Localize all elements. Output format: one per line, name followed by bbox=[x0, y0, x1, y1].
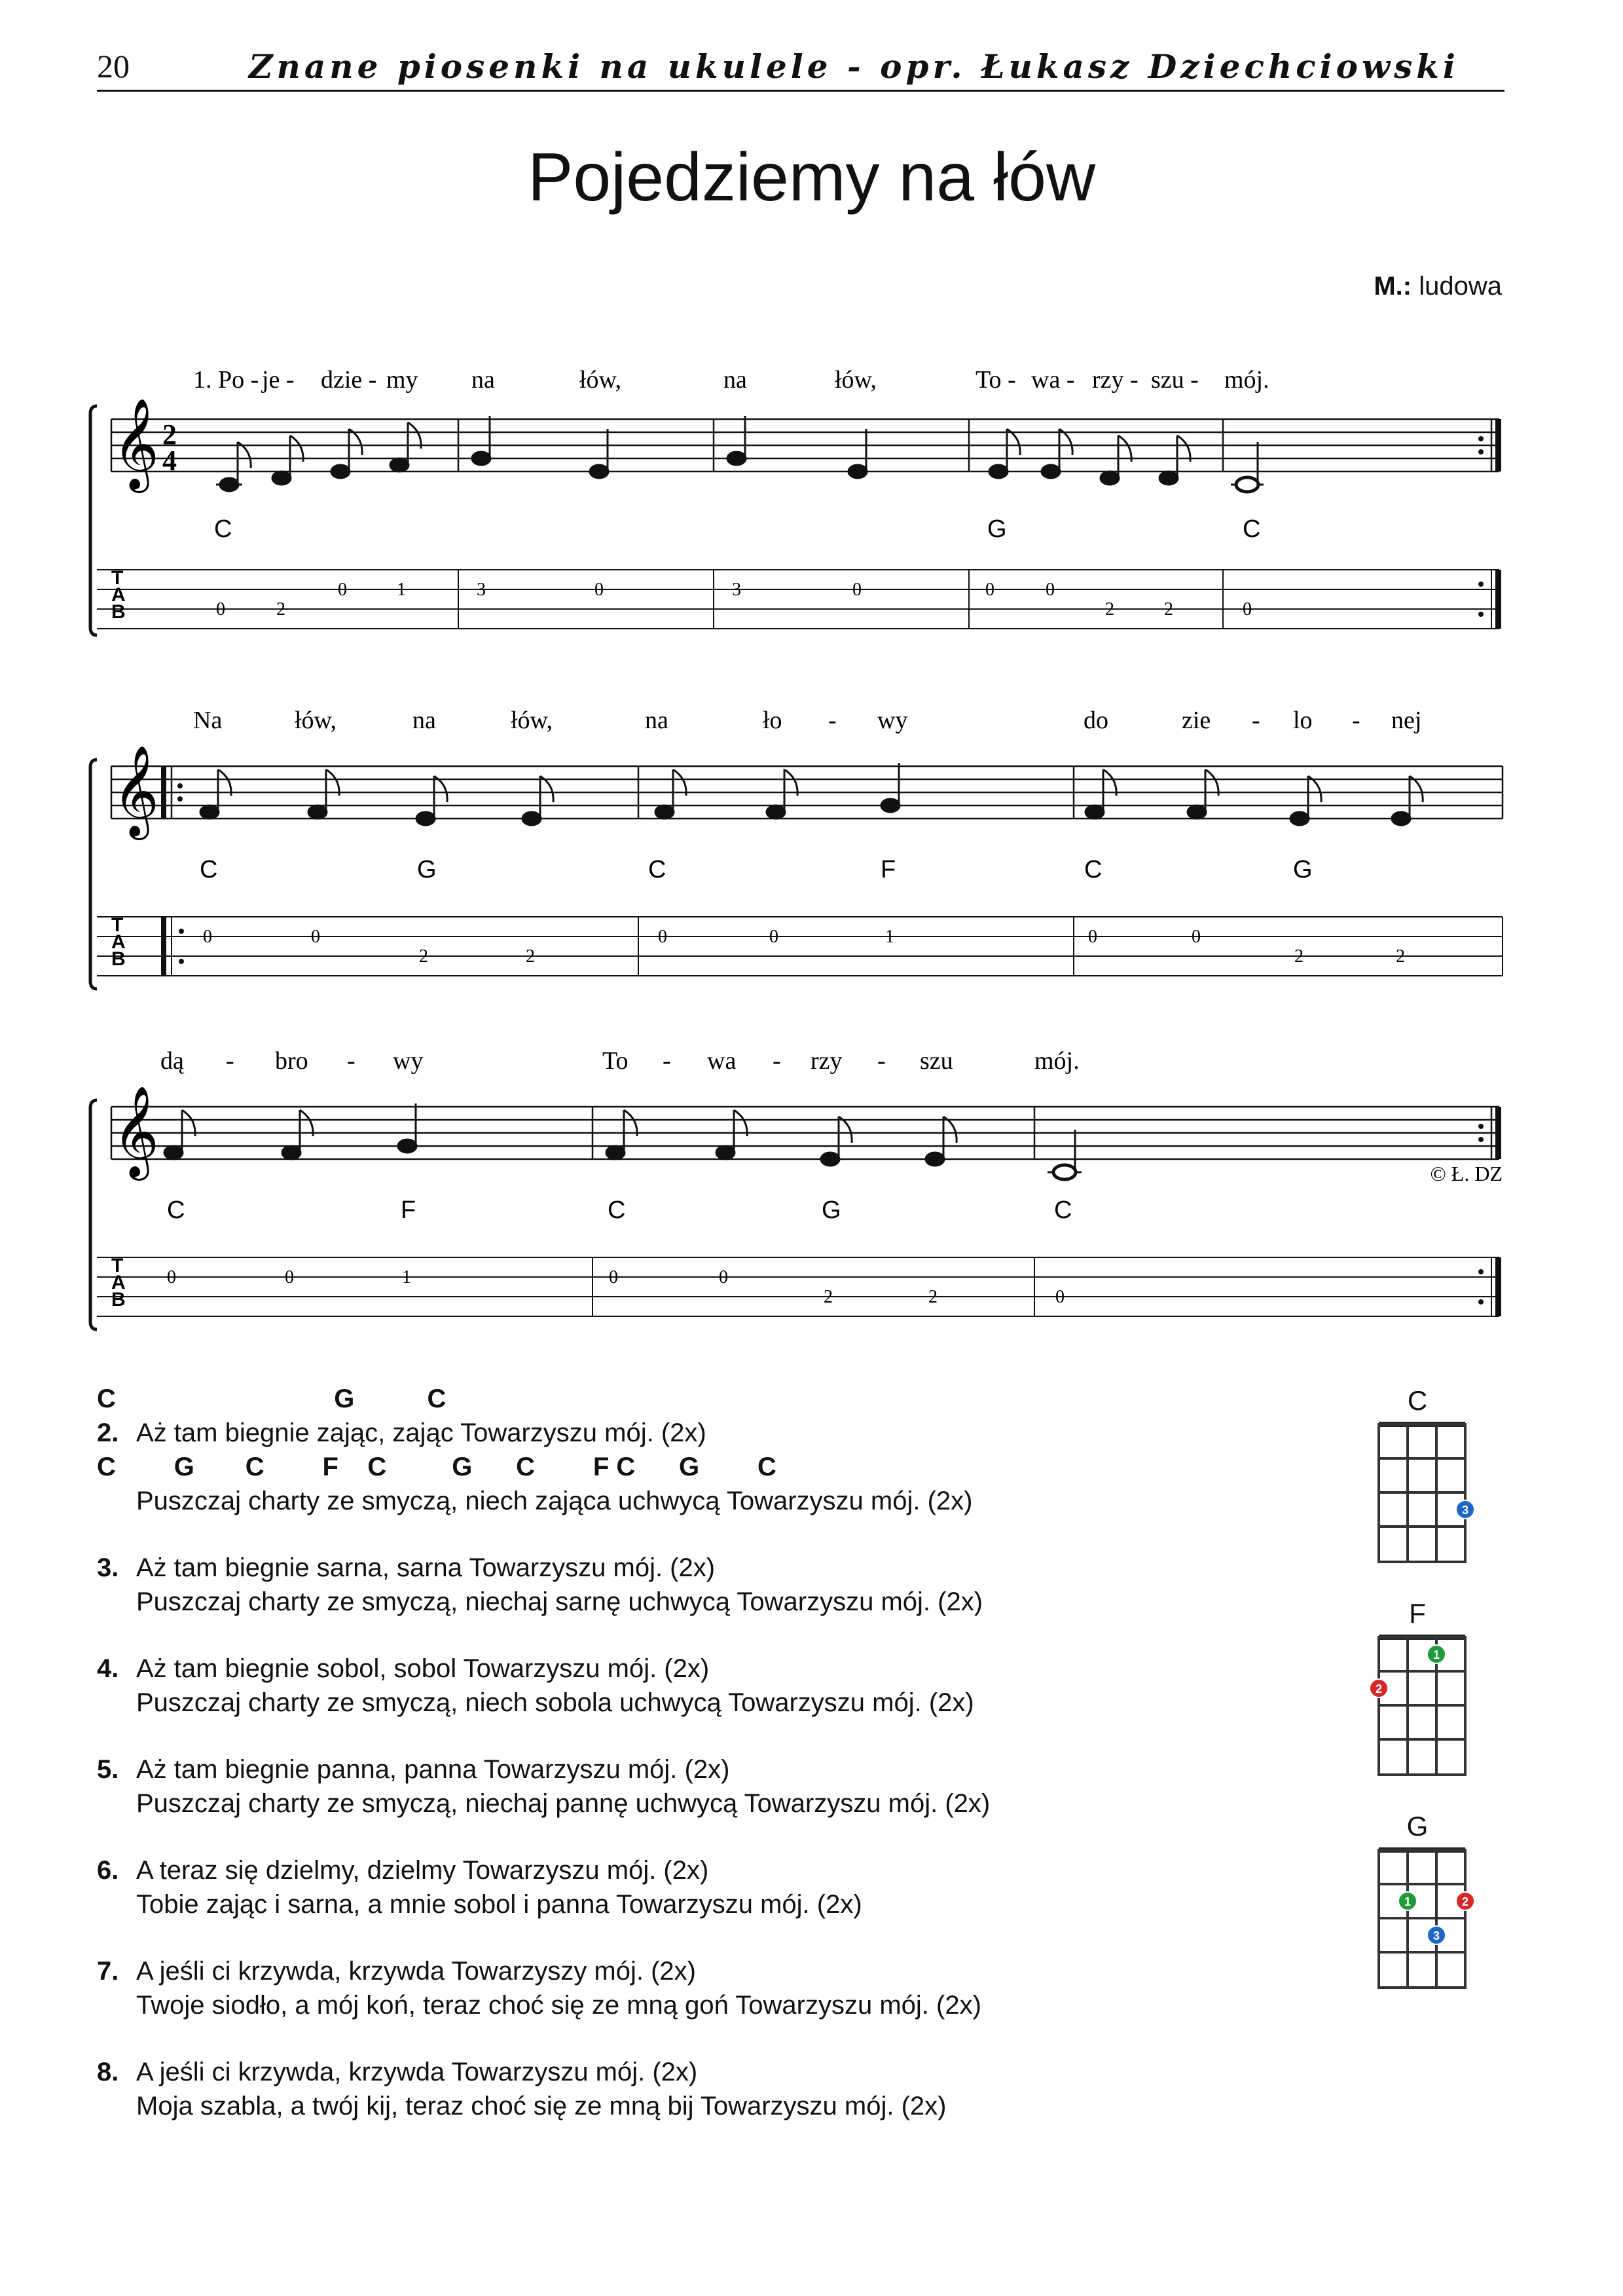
tab-letter: T bbox=[111, 567, 124, 589]
lyric: - bbox=[828, 707, 837, 734]
tab-number: 2 bbox=[1164, 599, 1173, 620]
chord-symbol: C bbox=[1084, 856, 1103, 883]
lyrics-1 bbox=[193, 366, 1269, 394]
lyric: - bbox=[1352, 707, 1360, 734]
tab-number: 0 bbox=[203, 927, 212, 947]
note bbox=[1053, 1165, 1076, 1179]
note bbox=[398, 1139, 416, 1153]
final-barline bbox=[1495, 419, 1501, 472]
tab-number: 2 bbox=[526, 946, 535, 967]
note bbox=[308, 805, 327, 819]
svg-text:3: 3 bbox=[1461, 1504, 1469, 1517]
lyric: Na bbox=[193, 707, 223, 734]
lyric: wa - bbox=[1031, 366, 1075, 394]
lyric: - bbox=[663, 1047, 671, 1075]
note bbox=[716, 1146, 735, 1159]
lyrics-3 bbox=[160, 1047, 1080, 1075]
tab-number: 1 bbox=[885, 927, 894, 947]
lyric: - bbox=[226, 1047, 234, 1075]
note bbox=[655, 805, 674, 819]
lyric: bro bbox=[275, 1047, 308, 1075]
notes bbox=[216, 416, 1264, 492]
tab-number: 2 bbox=[419, 946, 428, 967]
note bbox=[282, 1146, 301, 1159]
tab-number: 0 bbox=[658, 927, 667, 947]
chord-symbol: C bbox=[1054, 1196, 1072, 1224]
tab-number: 0 bbox=[1088, 927, 1097, 947]
lyric: łów, bbox=[511, 707, 553, 734]
verse-number: 3. bbox=[97, 1553, 119, 1582]
tab-letter: A bbox=[111, 931, 126, 953]
lyric: na bbox=[723, 366, 747, 394]
tab-numbers bbox=[167, 1267, 1065, 1307]
verse-line: Puszczaj charty ze smyczą, niech sobola uchwycą Towarzyszu mój. (2x) bbox=[136, 1688, 974, 1717]
lyric: - bbox=[877, 1047, 886, 1075]
book-title: Znane piosenki na ukulele - opr. Łukasz Dziechciowski bbox=[249, 47, 1459, 86]
lyric: ło bbox=[763, 707, 782, 734]
lyric: zie bbox=[1182, 707, 1211, 734]
music-system-1 bbox=[0, 354, 1623, 668]
note bbox=[926, 1153, 944, 1166]
chord-symbol: C bbox=[1243, 515, 1261, 543]
lyric: wa bbox=[707, 1047, 737, 1075]
chord-diagram-name: C bbox=[1407, 1385, 1428, 1416]
tab-letter: T bbox=[111, 1255, 124, 1276]
tab-number: 0 bbox=[1243, 599, 1252, 620]
chord-symbol: G bbox=[822, 1196, 841, 1224]
treble-clef: 𝄞 bbox=[113, 745, 159, 836]
svg-text:1: 1 bbox=[1404, 1895, 1412, 1908]
lyric: nej bbox=[1391, 707, 1422, 734]
verse-line: 6. A teraz się dzielmy, dzielmy Towarzyszu mój. (2x) bbox=[97, 1853, 990, 1887]
final-barline bbox=[1495, 1107, 1501, 1159]
verse-4 bbox=[97, 1652, 990, 1720]
tab-number: 0 bbox=[1055, 1287, 1065, 1307]
lyric: na bbox=[645, 707, 668, 734]
tab-lines bbox=[97, 1257, 1499, 1316]
tab-letter: B bbox=[111, 948, 126, 970]
tab-numbers bbox=[216, 580, 1252, 620]
note bbox=[881, 799, 900, 812]
tab-number: 1 bbox=[402, 1267, 411, 1287]
note bbox=[1188, 805, 1206, 819]
lyric: na bbox=[471, 366, 495, 394]
verse-line: 7. A jeśli ci krzywda, krzywda Towarzyszy mój. (2x) bbox=[97, 1954, 990, 1988]
verse-2 bbox=[97, 1382, 990, 1518]
lyrics-2 bbox=[193, 707, 1421, 734]
note bbox=[200, 805, 219, 819]
tab-number: 0 bbox=[1192, 927, 1201, 947]
lyric: dzie - bbox=[321, 366, 377, 394]
lyric: 1. Po - bbox=[193, 366, 259, 394]
note bbox=[727, 452, 746, 465]
lyric: szu bbox=[920, 1047, 953, 1075]
tab-letter: A bbox=[111, 1272, 126, 1293]
credit-value: ludowa bbox=[1419, 272, 1502, 301]
lyric: - bbox=[1252, 707, 1260, 734]
tab-letter: B bbox=[111, 601, 126, 623]
verse-number: 8. bbox=[97, 2058, 119, 2086]
note bbox=[1042, 465, 1060, 478]
system-brace bbox=[90, 406, 97, 635]
chord-grid bbox=[1368, 1843, 1480, 2001]
credit-label: M.: bbox=[1374, 272, 1412, 301]
verse-line: 8. A jeśli ci krzywda, krzywda Towarzyszu mój. (2x) bbox=[97, 2055, 990, 2089]
note bbox=[1290, 812, 1309, 825]
verse-line: Puszczaj charty ze smyczą, niech zająca uchwycą Towarzyszu mój. (2x) bbox=[136, 1487, 973, 1515]
note bbox=[1085, 805, 1104, 819]
chord-diagram-f bbox=[1368, 1598, 1486, 1791]
tab-number: 2 bbox=[1105, 599, 1114, 620]
lyric: wy bbox=[877, 707, 908, 734]
chord-symbol: C bbox=[608, 1196, 626, 1224]
chord-diagram-name: G bbox=[1406, 1811, 1429, 1842]
note bbox=[416, 812, 435, 825]
staff-lines bbox=[111, 419, 1499, 472]
time-signature-bottom: 4 bbox=[162, 445, 177, 477]
note bbox=[220, 478, 238, 491]
verse-line: 4. Aż tam biegnie sobol, sobol Towarzyszu mój. (2x) bbox=[97, 1652, 990, 1686]
note bbox=[767, 805, 785, 819]
tab-number: 0 bbox=[311, 927, 320, 947]
chord-diagram-name: F bbox=[1409, 1598, 1426, 1629]
tab-number: 0 bbox=[769, 927, 778, 947]
tab-number: 0 bbox=[609, 1267, 618, 1287]
chord-symbol: C bbox=[214, 515, 232, 543]
chord-symbol: F bbox=[401, 1196, 416, 1224]
lyric: łów, bbox=[835, 366, 877, 394]
chord-symbol: F bbox=[881, 856, 896, 883]
verse-number: 5. bbox=[97, 1755, 119, 1784]
chord-symbol: C bbox=[167, 1196, 185, 1224]
tab-lines bbox=[97, 570, 1499, 629]
tab-letter: T bbox=[111, 914, 124, 936]
note bbox=[848, 465, 867, 478]
verse-line: 3. Aż tam biegnie sarna, sarna Towarzyszu mój. (2x) bbox=[97, 1551, 990, 1585]
lyric: - bbox=[773, 1047, 781, 1075]
note bbox=[522, 812, 541, 825]
note bbox=[1236, 477, 1258, 492]
lyric: lo bbox=[1293, 707, 1313, 734]
verse-line: 2. Aż tam biegnie zając, zając Towarzyszu mój. (2x) bbox=[97, 1416, 990, 1450]
treble-clef: 𝄞 bbox=[113, 1086, 159, 1177]
note bbox=[1392, 812, 1410, 825]
note bbox=[390, 458, 409, 472]
lyric: rzy bbox=[811, 1047, 843, 1075]
verse-7 bbox=[97, 1954, 990, 2022]
tab-letter: A bbox=[111, 584, 126, 606]
tab-number: 0 bbox=[1046, 580, 1055, 600]
note bbox=[1101, 472, 1119, 485]
copyright: © Ł. DZ bbox=[1430, 1162, 1503, 1185]
verse-3 bbox=[97, 1551, 990, 1619]
note bbox=[331, 465, 350, 478]
lyric: To bbox=[602, 1047, 629, 1075]
verse-number: 2. bbox=[97, 1418, 119, 1447]
verse-6 bbox=[97, 1853, 990, 1921]
chord-diagram-g bbox=[1368, 1811, 1486, 2004]
svg-text:2: 2 bbox=[1461, 1895, 1469, 1908]
lyric: mój. bbox=[1034, 1047, 1080, 1075]
chord-diagrams bbox=[1368, 1385, 1486, 2024]
note bbox=[164, 1146, 183, 1159]
note bbox=[1159, 472, 1178, 485]
verse-number: 7. bbox=[97, 1957, 119, 1986]
lyric: rzy - bbox=[1092, 366, 1139, 394]
lyric: my bbox=[386, 366, 418, 394]
tab-number: 0 bbox=[594, 580, 604, 600]
note bbox=[989, 465, 1008, 478]
tab-number: 0 bbox=[216, 599, 225, 620]
tab-number: 0 bbox=[985, 580, 994, 600]
note bbox=[606, 1146, 625, 1159]
tab-number: 2 bbox=[1294, 946, 1304, 967]
chord-grid bbox=[1368, 1631, 1480, 1788]
notes bbox=[200, 763, 1423, 825]
tab-number: 3 bbox=[477, 580, 486, 600]
system-brace bbox=[90, 760, 97, 989]
lyric: wy bbox=[393, 1047, 424, 1075]
chord-symbol: G bbox=[1293, 856, 1313, 883]
system-brace bbox=[90, 1100, 97, 1329]
tab-number: 2 bbox=[824, 1287, 833, 1307]
lyric: mój. bbox=[1224, 366, 1269, 394]
verse-line: Puszczaj charty ze smyczą, niechaj pannę uchwycą Towarzyszu mój. (2x) bbox=[136, 1789, 991, 1818]
note bbox=[472, 452, 490, 465]
verse-line: Tobie zając i sarna, a mnie sobol i panna Towarzyszu mój. (2x) bbox=[136, 1890, 862, 1919]
page-number: 20 bbox=[97, 48, 130, 84]
verse-8 bbox=[97, 2055, 990, 2123]
tab-number: 2 bbox=[1396, 946, 1405, 967]
verse-chords: C G C bbox=[97, 1384, 447, 1413]
verse-5 bbox=[97, 1752, 990, 1821]
lyric: łów, bbox=[579, 366, 622, 394]
note bbox=[821, 1153, 839, 1166]
lyric: dą bbox=[160, 1047, 184, 1075]
tab-numbers bbox=[203, 927, 1405, 967]
chord-symbol: C bbox=[200, 856, 218, 883]
lyric: łów, bbox=[295, 707, 337, 734]
staff-lines bbox=[111, 1107, 1499, 1159]
song-title: Pojedziemy na łów bbox=[527, 139, 1096, 215]
tab-number: 0 bbox=[338, 580, 347, 600]
chord-grid bbox=[1368, 1418, 1480, 1575]
notes bbox=[164, 1103, 1082, 1179]
verse-line: Twoje siodło, a mój koń, teraz choć się ze mną goń Towarzyszu mój. (2x) bbox=[136, 1991, 981, 2020]
verse-number: 4. bbox=[97, 1654, 119, 1683]
svg-text:2: 2 bbox=[1375, 1682, 1383, 1695]
repeat-start bbox=[161, 766, 166, 819]
chord-diagram-c bbox=[1368, 1385, 1486, 1578]
music-system-3 bbox=[0, 1035, 1623, 1349]
tab-number: 3 bbox=[732, 580, 741, 600]
lyric: na bbox=[412, 707, 436, 734]
music-system-2 bbox=[0, 694, 1623, 1009]
note bbox=[590, 465, 608, 478]
verse-line: Moja szabla, a twój kij, teraz choć się ze mną bij Towarzyszu mój. (2x) bbox=[136, 2092, 947, 2120]
tab-number: 0 bbox=[167, 1267, 176, 1287]
chord-symbol: C bbox=[648, 856, 666, 883]
tab-number: 1 bbox=[397, 580, 406, 600]
verse-chords: C G C F C G C F C G C bbox=[97, 1453, 776, 1481]
treble-clef: 𝄞 bbox=[113, 398, 159, 489]
tab-number: 0 bbox=[852, 580, 862, 600]
lyric: To - bbox=[976, 366, 1016, 394]
note bbox=[272, 472, 291, 485]
verse-line: 5. Aż tam biegnie panna, panna Towarzyszu mój. (2x) bbox=[97, 1752, 990, 1787]
tab-lines bbox=[97, 917, 1503, 976]
lyric: do bbox=[1084, 707, 1108, 734]
tab-number: 0 bbox=[285, 1267, 294, 1287]
tab-number: 2 bbox=[276, 599, 285, 620]
lyric: - bbox=[347, 1047, 356, 1075]
music-credit bbox=[1374, 272, 1502, 301]
verse-number: 6. bbox=[97, 1856, 119, 1885]
svg-text:1: 1 bbox=[1432, 1648, 1440, 1661]
verses bbox=[97, 1382, 990, 2156]
time-signature-top: 2 bbox=[162, 418, 177, 451]
verse-line: Puszczaj charty ze smyczą, niechaj sarnę uchwycą Towarzyszu mój. (2x) bbox=[136, 1587, 983, 1616]
lyric: je - bbox=[262, 366, 295, 394]
header-divider bbox=[97, 90, 1504, 92]
chord-symbol: G bbox=[417, 856, 437, 883]
tab-number: 0 bbox=[719, 1267, 728, 1287]
svg-text:3: 3 bbox=[1432, 1929, 1440, 1942]
tab-letter: B bbox=[111, 1289, 126, 1310]
lyric: szu - bbox=[1151, 366, 1199, 394]
chord-symbol: G bbox=[987, 515, 1007, 543]
tab-number: 2 bbox=[928, 1287, 938, 1307]
